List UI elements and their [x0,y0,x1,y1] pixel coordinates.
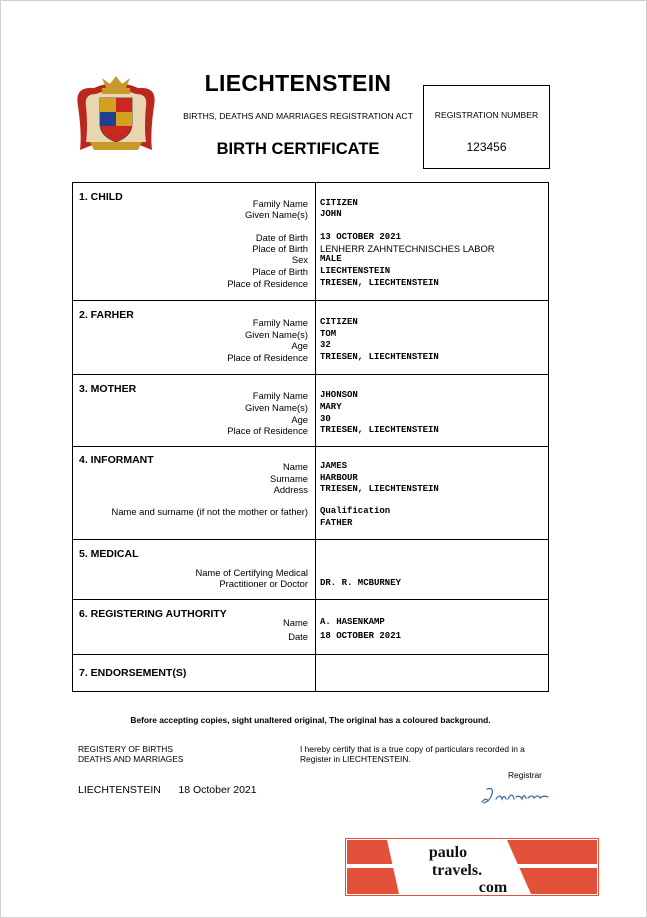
section-informant-title: 4. INFORMANT [79,454,154,466]
section-medical-title: 5. MEDICAL [79,548,139,560]
mother-family-name: JHONSON [320,390,358,400]
informant-name-label: Name [282,461,308,472]
act-subtitle: BIRTHS, DEATHS AND MARRIAGES REGISTRATION ACT [183,111,413,121]
logo-line1: paulo [428,844,468,861]
informant-address: TRIESEN, LIECHTENSTEIN [320,484,439,494]
authority-date: 18 OCTOBER 2021 [320,631,402,641]
informant-address-label: Address [273,484,308,495]
document-title: BIRTH CERTIFICATE [216,140,380,158]
informant-surname: HARBOUR [320,473,358,483]
certify-block [300,744,550,764]
issue-place: LIECHTENSTEIN [78,784,161,796]
certificate-table [72,182,549,692]
section-mother-title: 3. MOTHER [79,383,137,395]
mother-age-label: Age [291,414,308,425]
child-given-names-label: Given Name(s) [244,209,308,220]
mother-given-names: MARY [320,402,342,412]
child-residence: TRIESEN, LIECHTENSTEIN [320,278,439,288]
issue-date: 18 October 2021 [178,784,257,796]
registry-block [78,744,183,764]
child-dob: 13 OCTOBER 2021 [320,232,402,242]
mother-family-name-label: Family Name [252,390,308,401]
medical-label-line1: Name of Certifying Medical [195,567,308,578]
place-date [78,784,257,796]
registration-number: 123456 [466,140,507,154]
logo-line3: com [478,879,508,896]
logo-line2: travels. [431,862,483,879]
informant-relation-label: Name and surname (if not the mother or father) [111,506,308,517]
registry-line1: REGISTERY OF BIRTHS [78,744,173,754]
child-given-names: JOHN [320,209,342,219]
section-child-title: 1. CHILD [79,191,123,203]
informant-name: JAMES [320,461,348,471]
registration-box [423,85,550,169]
child-sex: MALE [320,254,342,264]
row-divider [73,300,548,301]
original-notice: Before accepting copies, sight unaltered original, The original has a coloured background. [130,715,491,725]
father-given-names-label: Given Name(s) [244,329,308,340]
child-pob: LENHERR ZAHNTECHNISCHES LABOR [320,243,495,254]
father-age: 32 [320,340,331,350]
registrar-label: Registrar [508,770,542,780]
section-authority-title: 6. REGISTERING AUTHORITY [79,608,227,620]
row-divider [73,599,548,600]
child-family-name-label: Family Name [252,198,308,209]
row-divider [73,446,548,447]
medical-label-line2: Practitioner or Doctor [219,578,308,589]
registry-line2: DEATHS AND MARRIAGES [78,754,184,764]
father-given-names: TOM [320,329,337,339]
row-divider [73,539,548,540]
row-divider [73,374,548,375]
child-sex-label: Sex [291,254,308,265]
father-residence-label: Place of Residence [227,352,308,363]
authority-name: A. HASENKAMP [320,617,385,627]
certify-line1: I hereby certify that is a true copy of particulars recorded in a [300,744,525,754]
registration-label: REGISTRATION NUMBER [434,110,539,120]
father-family-name-label: Family Name [252,317,308,328]
paulo-travels-logo [345,838,599,896]
father-residence: TRIESEN, LIECHTENSTEIN [320,352,439,362]
informant-qualification: FATHER [320,518,353,528]
column-divider [315,183,316,691]
mother-age: 30 [320,414,331,424]
informant-surname-label: Surname [269,473,308,484]
certify-line2: Register in LIECHTENSTEIN. [300,754,411,764]
authority-name-label: Name [282,617,308,628]
mother-residence: TRIESEN, LIECHTENSTEIN [320,425,439,435]
informant-qualification-label: Qualification [320,506,391,516]
child-pob2: LIECHTENSTEIN [320,266,391,276]
father-age-label: Age [291,340,308,351]
coat-of-arms-icon [72,76,160,160]
country-heading: LIECHTENSTEIN [204,70,392,96]
child-family-name: CITIZEN [320,198,358,208]
medical-doctor: DR. R. MCBURNEY [320,578,402,588]
row-divider [73,654,548,655]
child-pob-label: Place of Birth [252,243,308,254]
child-residence-label: Place of Residence [227,278,308,289]
section-endorsement-title: 7. ENDORSEMENT(S) [79,667,187,679]
authority-date-label: Date [288,631,308,642]
mother-residence-label: Place of Residence [227,425,308,436]
mother-given-names-label: Given Name(s) [244,402,308,413]
registrar-signature [478,785,552,807]
child-dob-label: Date of Birth [255,232,308,243]
child-pob2-label: Place of Birth [252,266,308,277]
section-father-title: 2. FARHER [79,309,134,321]
father-family-name: CITIZEN [320,317,358,327]
